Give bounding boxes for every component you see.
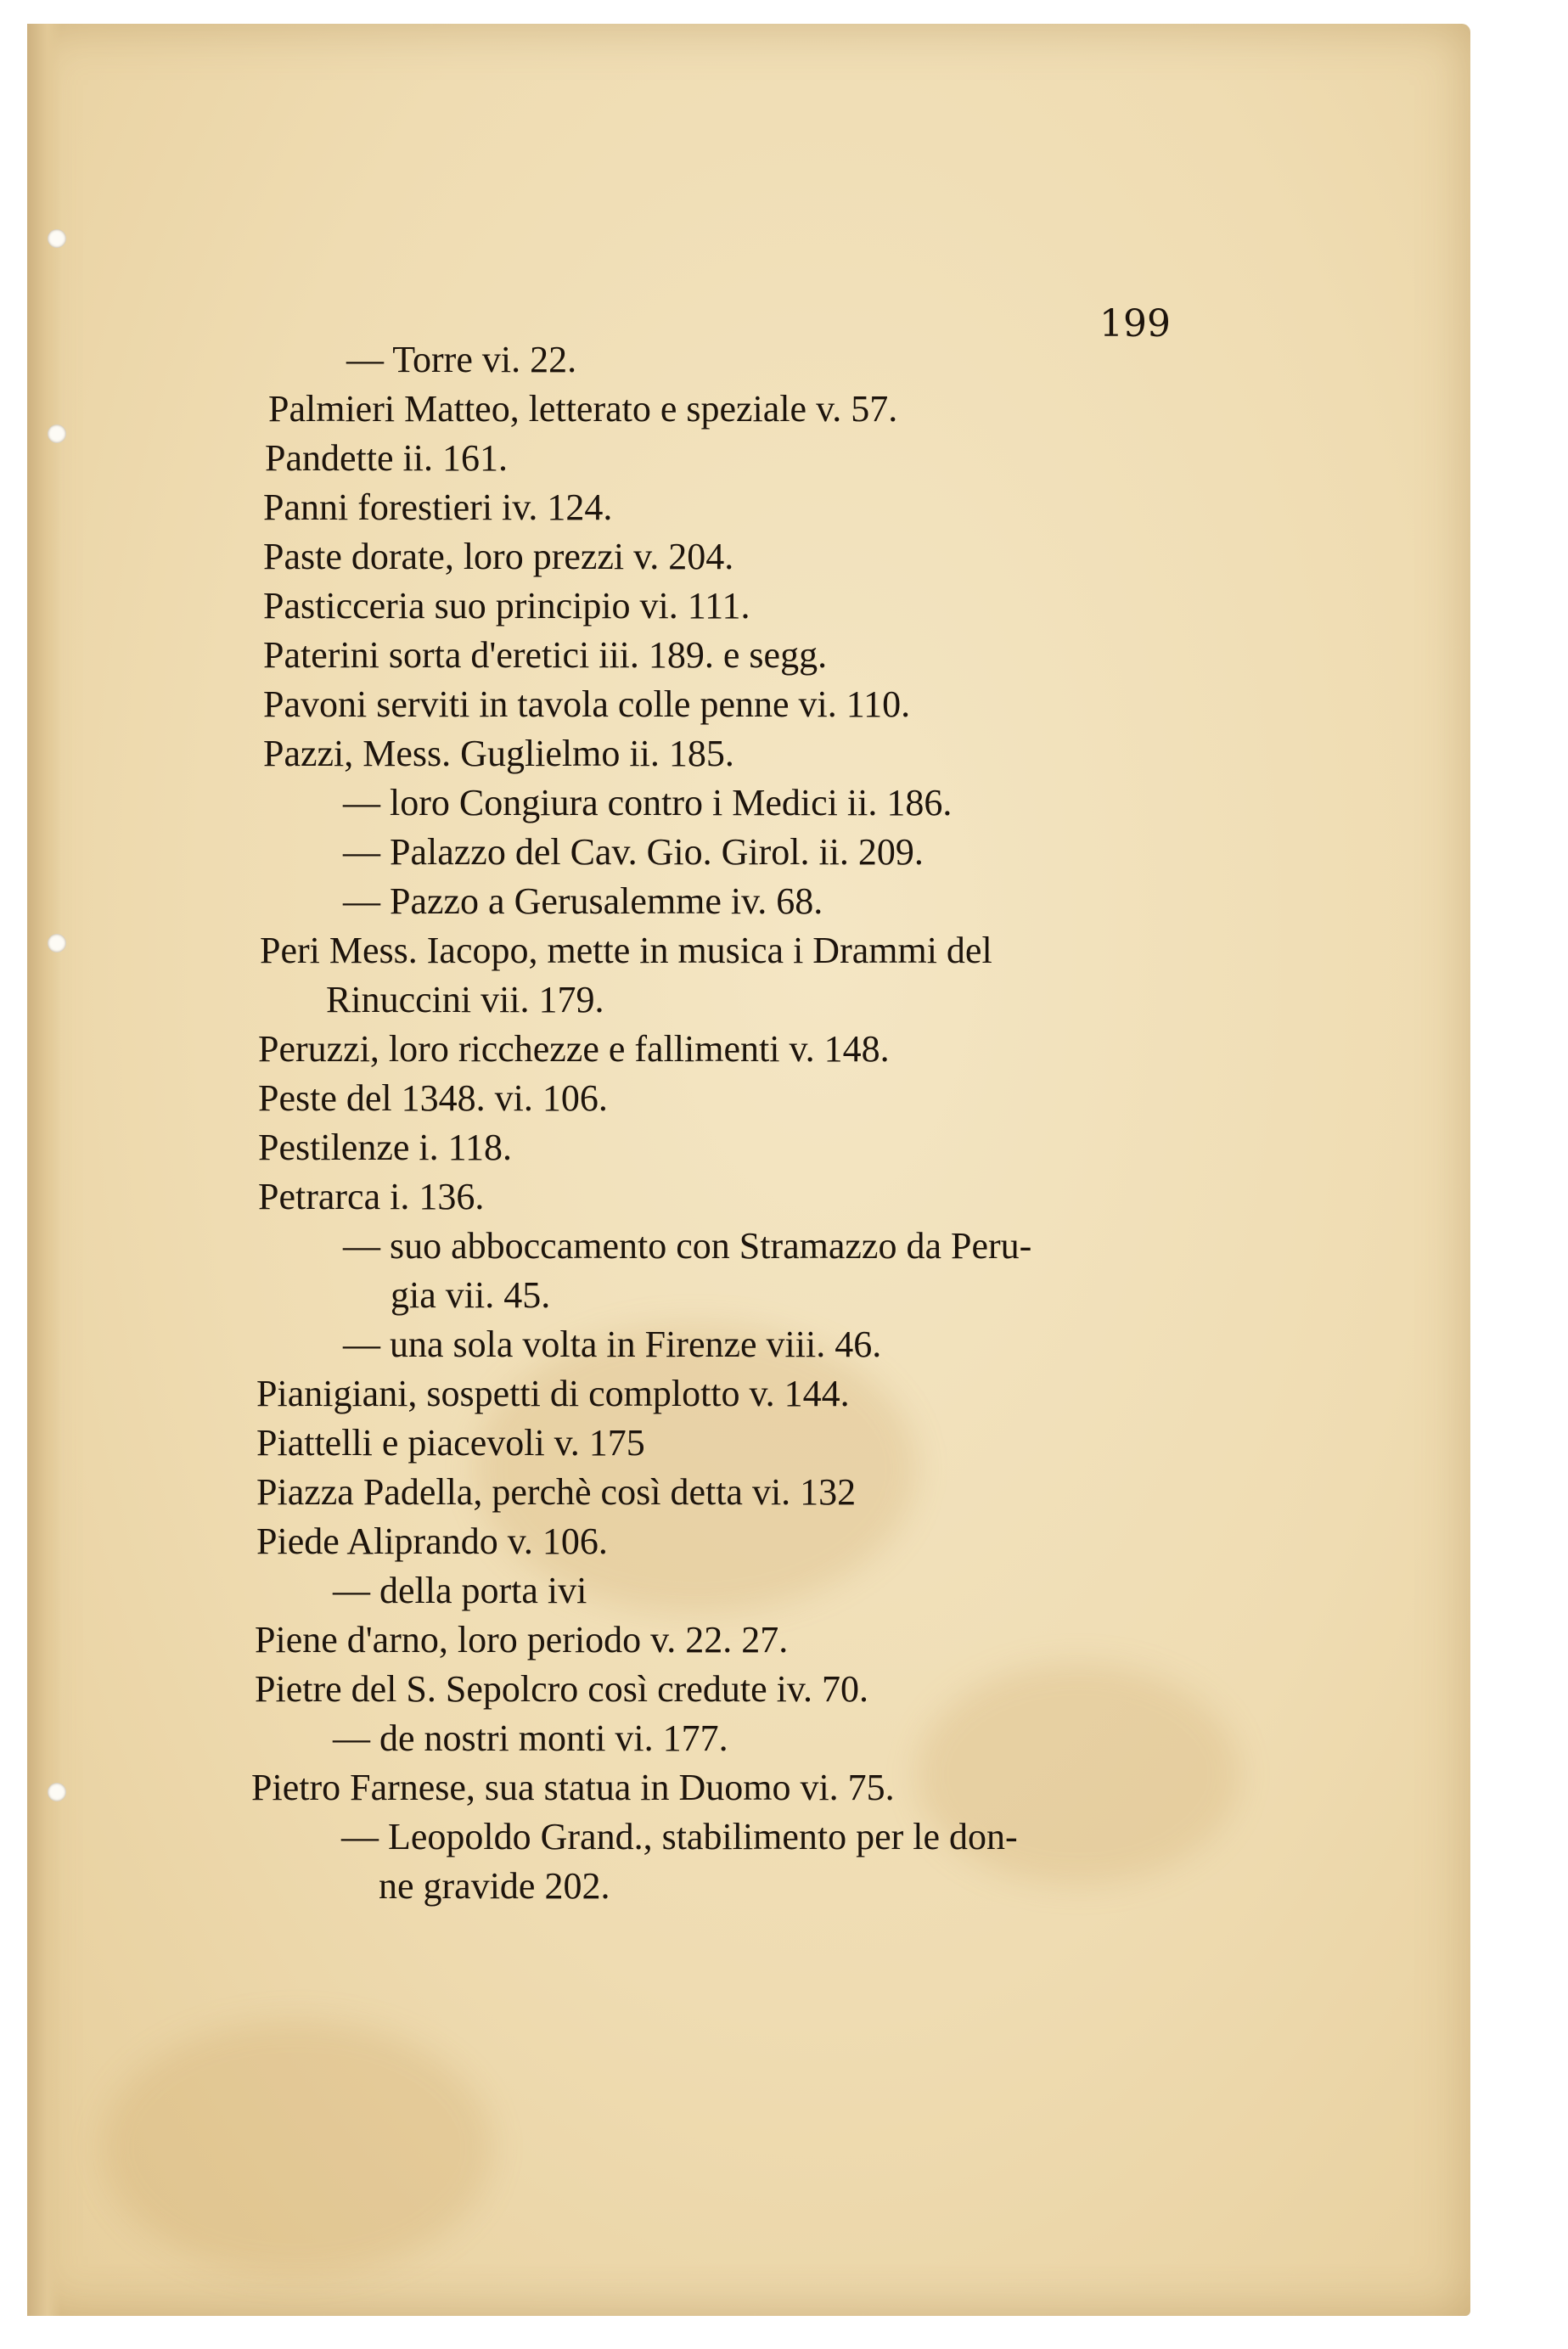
index-entry: Piattelli e piacevoli v. 175	[256, 1422, 645, 1464]
stitch-hole	[48, 934, 66, 953]
index-entry: — de nostri monti vi. 177.	[333, 1717, 728, 1759]
index-entry: — Palazzo del Cav. Gio. Girol. ii. 209.	[343, 831, 924, 873]
binding-edge	[27, 24, 61, 2316]
index-entry: Pasticceria suo principio vi. 111.	[263, 585, 750, 627]
index-entry: — una sola volta in Firenze viii. 46.	[343, 1323, 882, 1365]
foxing-stain	[102, 2020, 492, 2275]
index-entry: gia vii. 45.	[391, 1274, 551, 1316]
index-entry: Piede Aliprando v. 106.	[256, 1520, 608, 1562]
stitch-hole	[48, 1783, 66, 1801]
index-entry: Pianigiani, sospetti di complotto v. 144.	[256, 1373, 850, 1414]
index-entry: Pietro Farnese, sua statua in Duomo vi. 75.	[251, 1767, 895, 1808]
index-entry: Piene d'arno, loro periodo v. 22. 27.	[255, 1619, 789, 1661]
index-entry: Pavoni serviti in tavola colle penne vi. 110.	[263, 683, 911, 725]
index-entry: Pietre del S. Sepolcro così credute iv. 70.	[255, 1668, 868, 1710]
index-entry: Pazzi, Mess. Guglielmo ii. 185.	[263, 733, 734, 774]
index-entry: Paterini sorta d'eretici iii. 189. e segg.	[263, 634, 828, 676]
aged-paper-sheet	[27, 24, 1470, 2316]
index-entry: Peruzzi, loro ricchezze e fallimenti v. 148.	[258, 1028, 890, 1070]
index-entry: Palmieri Matteo, letterato e speziale v. 57.	[268, 388, 898, 430]
index-entry: — loro Congiura contro i Medici ii. 186.	[343, 782, 953, 823]
index-entry: Peste del 1348. vi. 106.	[258, 1077, 608, 1119]
index-entry: Peri Mess. Iacopo, mette in musica i Drammi del	[260, 930, 992, 971]
stitch-hole	[48, 424, 66, 443]
index-entry: — Torre vi. 22.	[346, 339, 577, 380]
index-entry: Paste dorate, loro prezzi v. 204.	[263, 536, 734, 577]
index-entry: Piazza Padella, perchè così detta vi. 132	[256, 1471, 857, 1513]
page-number: 199	[1099, 302, 1171, 346]
index-entry: Rinuccini vii. 179.	[326, 979, 604, 1020]
index-entry: — Pazzo a Gerusalemme iv. 68.	[343, 880, 823, 922]
index-entry: — suo abboccamento con Stramazzo da Peru-	[343, 1225, 1032, 1267]
index-entry: Pestilenze i. 118.	[258, 1127, 512, 1168]
index-entry: Petrarca i. 136.	[258, 1176, 485, 1217]
index-entry: ne gravide 202.	[379, 1865, 610, 1907]
index-entry: Panni forestieri iv. 124.	[263, 486, 613, 528]
index-entry: Pandette ii. 161.	[265, 437, 508, 479]
stitch-hole	[48, 229, 66, 248]
index-entry: — Leopoldo Grand., stabilimento per le don-	[341, 1816, 1018, 1857]
index-entry: — della porta ivi	[333, 1570, 587, 1611]
